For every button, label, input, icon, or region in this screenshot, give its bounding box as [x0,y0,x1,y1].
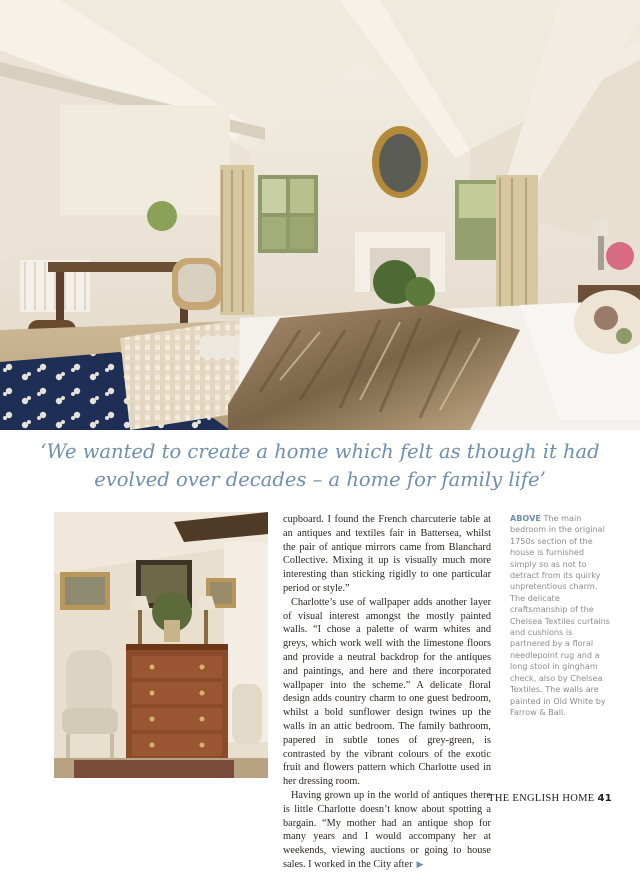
inset-photo-chest-of-drawers [54,512,268,778]
body-paragraph-2: Charlotte’s use of wallpaper adds another layer of visual interest amongst the mostly painted walls. “I chose a palette of warm whites and greys, which work well with the limestone floors and provide a neutral backdrop for the antiques and paintings, and here and there incorporated wallpaper into the scheme.” A delicate floral design adds country charm to one guest bedroom, whilst a bold sunflower design twines up the walls in an attic bedroom. The family bathroom, papered in subtle tones of grey-green, is contrasted by the vibrant colours of the exotic fruit and flowers pattern which Charlotte used in her dressing room. [283,596,491,788]
continue-arrow-icon: ▶ [416,858,424,869]
page-footer [488,793,612,804]
body-paragraph-3-text: Having grown up in the world of antiques there is little Charlotte doesn’t know about spotting a bargain. “My mother had an antique shop for many years and I would accompany her at weekends, viewing auctions or going to house sales. I worked in the City after [283,789,491,870]
article-body [283,513,491,872]
caption-text: The main bedroom in the original 1750s section of the house is furnished simply so as not to detract from its quirky unpretentious charm. The delicate craftsmanship of the Chelsea Textiles curtains and cushions is partnered by a floral needlepoint rug and a long stool in gingham check, also by Chelsea Textiles. The walls are painted in Old White by Farrow & Ball. [510,513,611,717]
magazine-name: THE ENGLISH HOME [488,793,595,804]
pull-quote-line-1: ‘We wanted to create a home which felt as though it had [40,440,600,463]
body-paragraph-1: cupboard. I found the French charcuterie table at an antiques and textiles fair in Battersea, whilst the pair of antique mirrors came from Blanchard Collective. Mixing it up is visually much more interesting than sticking rigidly to one particular period or style.” [283,514,491,594]
caption-lead: ABOVE [510,513,541,523]
pull-quote [40,438,600,494]
body-paragraph-3 [283,789,491,872]
hero-photo-attic-bedroom [0,0,640,430]
pull-quote-line-2: evolved over decades – a home for family life’ [94,468,546,491]
page-number: 41 [597,793,612,804]
photo-caption [510,513,610,718]
